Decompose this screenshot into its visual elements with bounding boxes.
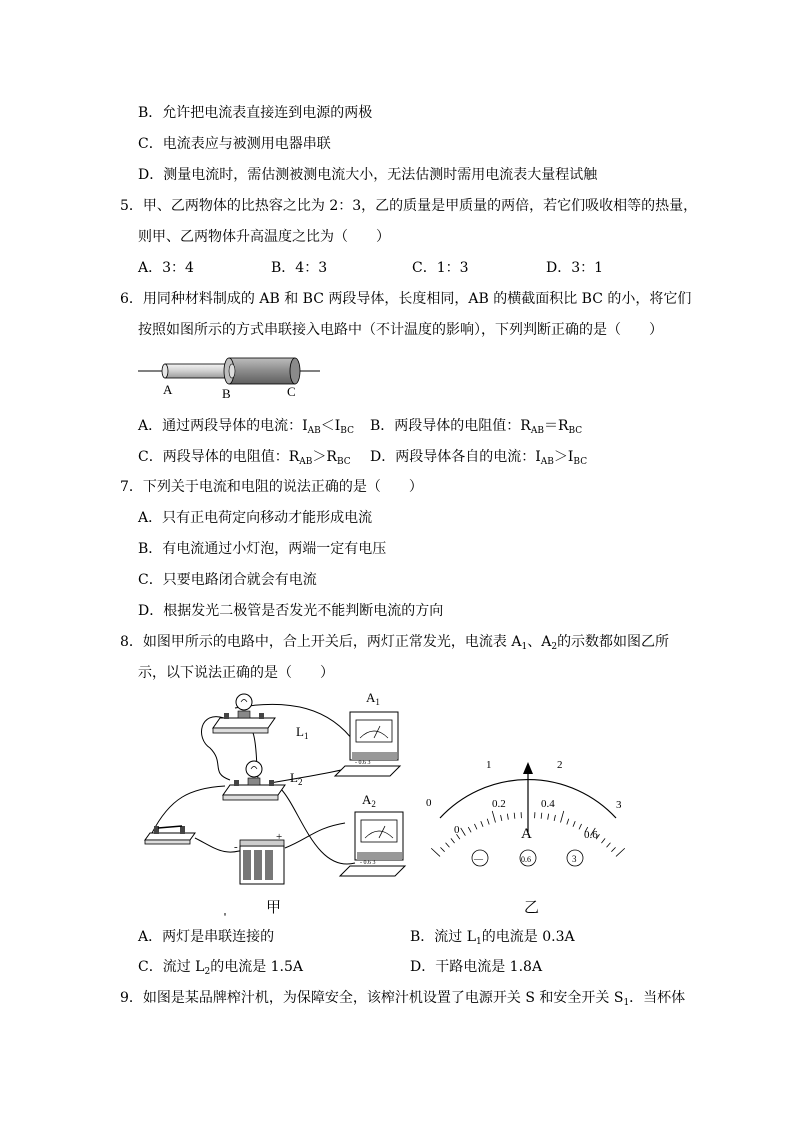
q6-option-a: A．通过两段导体的电流：$I_{AB}<I_{BC}$ bbox=[138, 418, 354, 436]
dial-tick bbox=[481, 821, 483, 827]
inner-label-0: 0 bbox=[454, 824, 460, 836]
q6-option-c: C．两段导体的电阻值：$R_{AB}>R_{BC}$ bbox=[138, 449, 351, 467]
figure-label-yi: 乙 bbox=[524, 900, 540, 916]
battery-plus: + bbox=[276, 831, 283, 843]
q6-option-d: D．两段导体各自的电流：$I_{AB}>I_{BC}$ bbox=[370, 449, 588, 467]
q8-stem-line1: 8．如图甲所示的电路中，合上开关后，两灯正常发光，电流表 $A_1$、$A_2$的示数都如图乙所 bbox=[120, 634, 670, 652]
figure-label-jia: 甲 bbox=[266, 900, 282, 916]
q4-option-d: D．测量电流时，需估测被测电流大小，无法估测时需用电流表大量程试触 bbox=[138, 167, 598, 183]
dial-tick bbox=[487, 819, 489, 825]
label-l1: $L_1$ bbox=[296, 724, 309, 741]
dial-tick bbox=[611, 847, 615, 851]
terminal-negative-label: — bbox=[474, 854, 483, 864]
dial-tick bbox=[607, 843, 611, 848]
label-c: C bbox=[287, 384, 296, 399]
q5-stem-line1: 5．甲、乙两物体的比热容之比为 2：3，乙的质量是甲质量的两倍，若它们吸收相等的热量， bbox=[120, 198, 698, 214]
lamp-l2 bbox=[223, 761, 285, 800]
q5-option-c: C．1：3 bbox=[412, 260, 469, 276]
dial-tick bbox=[451, 838, 455, 843]
a1-terminal-scale: - 0.6 3 bbox=[355, 760, 371, 766]
meter-unit: A bbox=[521, 826, 532, 842]
dial-tick bbox=[579, 824, 582, 829]
dial-tick bbox=[446, 843, 450, 848]
dial-tick bbox=[573, 821, 575, 827]
dial-tick bbox=[554, 815, 555, 821]
label-a: A bbox=[163, 382, 173, 397]
label-l2: $L_2$ bbox=[290, 770, 303, 787]
inner-label-0.4: 0.4 bbox=[541, 798, 555, 810]
inner-label-0.6: 0.6 bbox=[584, 829, 598, 841]
label-a1: $A_1$ bbox=[366, 690, 380, 707]
q5-option-a: A．3：4 bbox=[138, 260, 194, 276]
outer-label-1: 1 bbox=[486, 759, 492, 771]
q8-meter-dial-figure bbox=[420, 750, 640, 920]
outer-label-0: 0 bbox=[426, 797, 432, 809]
dial-tick bbox=[601, 838, 605, 843]
battery-minus: - bbox=[234, 841, 238, 853]
terminal-0.6-label: 0.6 bbox=[521, 855, 531, 864]
dial-tick bbox=[561, 811, 564, 823]
lamp-l1 bbox=[213, 694, 275, 733]
q7-option-b: B．有电流通过小灯泡，两端一定有电压 bbox=[138, 541, 387, 557]
ammeter-a1 bbox=[335, 712, 400, 776]
q7-option-a: A．只有正电荷定向移动才能形成电流 bbox=[138, 510, 373, 526]
q5-stem-line2: 则甲、乙两物体升高温度之比为（ ） bbox=[138, 229, 390, 245]
q7-stem: 7．下列关于电流和电阻的说法正确的是（ ） bbox=[120, 479, 423, 495]
dial-tick bbox=[431, 848, 440, 856]
q6-option-b: B．两段导体的电阻值：$R_{AB}=R_{BC}$ bbox=[370, 418, 583, 436]
ammeter-a2 bbox=[340, 812, 405, 876]
dial-tick bbox=[474, 824, 477, 829]
dial-tick bbox=[616, 848, 625, 856]
dial-tick bbox=[440, 847, 444, 851]
inner-label-0.2: 0.2 bbox=[492, 798, 506, 810]
q8-stem-line2: 示，以下说法正确的是（ ） bbox=[138, 665, 334, 681]
dial-tick bbox=[507, 814, 508, 820]
q7-option-c: C．只要电路闭合就会有电流 bbox=[138, 572, 317, 588]
dial-tick bbox=[461, 828, 466, 836]
q5-option-d: D．3：1 bbox=[546, 260, 604, 276]
q6-conductor-figure bbox=[135, 350, 335, 402]
q8-option-a: A．两灯是串联连接的 bbox=[138, 929, 275, 945]
dial-tick bbox=[514, 813, 515, 819]
outer-label-3: 3 bbox=[616, 799, 622, 811]
q4-option-b: B．允许把电流表直接连到电源的两极 bbox=[138, 105, 373, 121]
a2-terminal-scale: - 0.6 3 bbox=[360, 860, 376, 866]
outer-label-2: 2 bbox=[557, 759, 563, 771]
label-b: B bbox=[222, 386, 231, 401]
q9-stem-line1: 9．如图是某品牌榨汁机，为保障安全，该榨汁机设置了电源开关 S 和安全开关 $S_1$．当杯体 bbox=[120, 990, 686, 1008]
q5-option-b: B．4：3 bbox=[271, 260, 328, 276]
q6-stem-line2: 按照如图所示的方式串联接入电路中（不计温度的影响），下列判断正确的是（ ） bbox=[138, 322, 663, 338]
dial-tick bbox=[501, 815, 502, 821]
q6-stem-line1: 6．用同种材料制成的 AB 和 BC 两段导体，长度相同，AB 的横截面积比 BC 的小，将它们 bbox=[120, 291, 692, 307]
meter-pointer-head bbox=[523, 762, 533, 774]
q7-option-d: D．根据发光二极管是否发光不能判断电流的方向 bbox=[138, 603, 444, 619]
q8-option-c: C．流过 $L_2$的电流是 1.5A bbox=[138, 959, 304, 977]
q8-option-d: D．干路电流是 1.8A bbox=[410, 959, 543, 975]
conductor-ab bbox=[165, 364, 229, 378]
q8-option-b: B．流过 $L_1$的电流是 0.3A bbox=[410, 929, 575, 947]
dial-tick bbox=[548, 814, 549, 820]
switch bbox=[145, 826, 195, 844]
q8-circuit-figure bbox=[140, 688, 410, 918]
dial-tick bbox=[492, 811, 495, 823]
battery bbox=[240, 840, 284, 884]
terminal-3-label: 3 bbox=[572, 854, 577, 864]
conductor-bc bbox=[229, 358, 295, 384]
dial-tick bbox=[468, 827, 471, 832]
label-a2: $A_2$ bbox=[362, 792, 376, 809]
dial-tick bbox=[541, 813, 542, 819]
dial-tick bbox=[567, 819, 569, 825]
q4-option-c: C．电流表应与被测用电器串联 bbox=[138, 136, 331, 152]
